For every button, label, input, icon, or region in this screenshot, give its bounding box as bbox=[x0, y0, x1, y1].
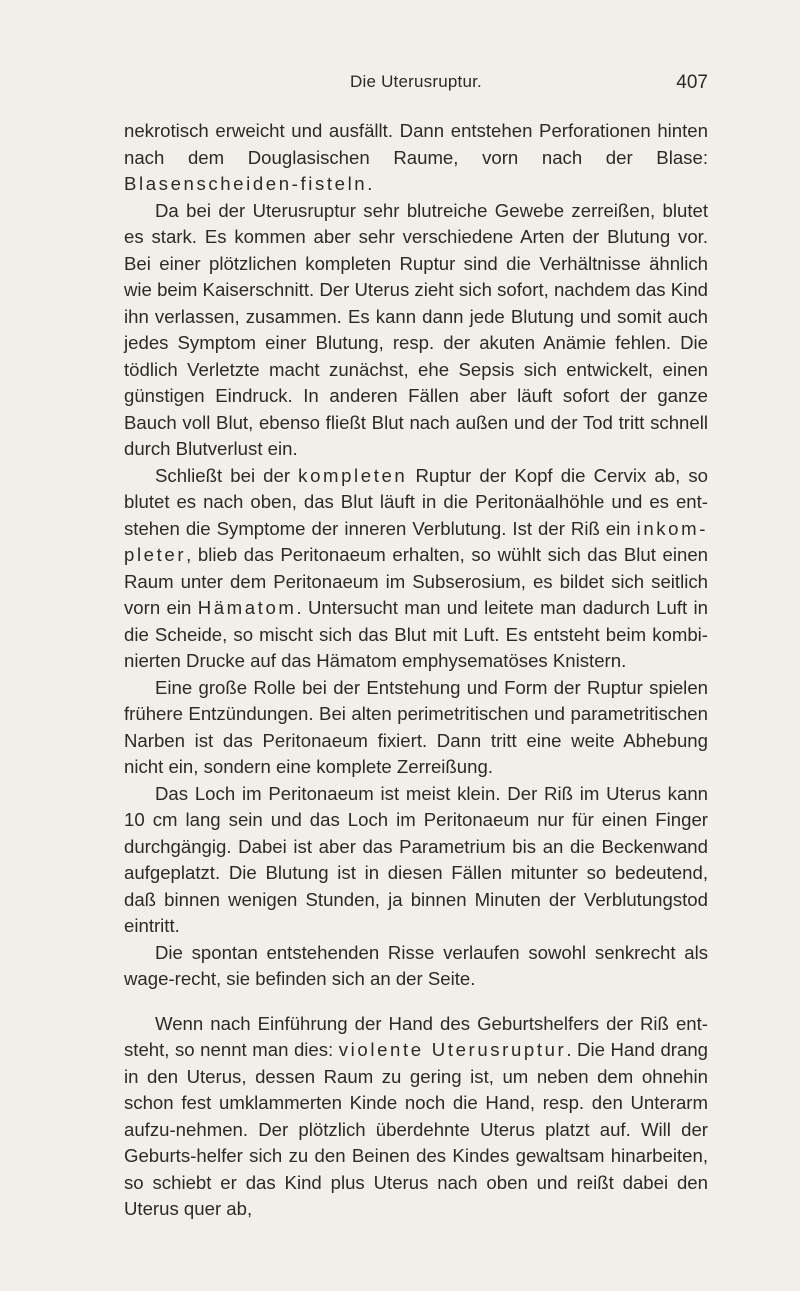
text-run: . Untersucht man und leitete man dadurch Luft in die Scheide, so mischt sich das Blut mit Luft. Es entsteht beim kombi-nierten Drucke auf das Hämatom emphysematöses Knistern. bbox=[124, 597, 708, 671]
page-number: 407 bbox=[676, 72, 708, 93]
paragraph bbox=[124, 198, 708, 463]
body-text bbox=[124, 118, 708, 1223]
paragraph bbox=[124, 1011, 708, 1223]
text-run: Da bei der Uterusruptur sehr blutreiche Gewebe zerreißen, blutet es stark. Es kommen aber sehr verschiedene Arten der Blutung vor. Bei einer plötzlichen kompleten Ruptur sind die Verhältnisse ähnlich wie beim Kaiserschnitt. Der Uterus zieht sich sofort, nachdem das Kind ihn verlassen, zusammen. Es kann dann jede Blutung und somit auch jedes Symptom einer Blutung, resp. der akuten Anämie fehlen. Die tödlich Verletzte macht zunächst, ehe Sepsis sich entwickelt, einen günstigen Eindruck. In anderen Fällen aber läuft sofort der ganze Bauch voll Blut, ebenso fließt Blut nach außen und der Tod tritt schnell durch Blutverlust ein. bbox=[124, 199, 708, 459]
spaced-emphasis: violente Uterusruptur bbox=[338, 1039, 567, 1060]
text-run: Die spontan entstehenden Risse verlaufen sowohl senkrecht als wage-recht, sie befinden sich an der Seite. bbox=[124, 941, 708, 989]
text-run: . bbox=[367, 173, 373, 194]
text-run: Schließt bei der bbox=[155, 464, 299, 486]
paragraph bbox=[124, 940, 708, 993]
spaced-emphasis: Blasenscheiden-fisteln bbox=[124, 173, 368, 194]
text-run: . Die Hand drang in den Uterus, dessen Raum zu gering ist, um neben dem ohnehin schon fest umklammerten Kinde noch die Hand, resp. den Unterarm aufzu-nehmen. Der plötzlich überdehnte Uterus platzt auf. Will der Geburts-helfer sich zu den Beinen des Kindes gewaltsam hinarbeiten, so schiebt er das Kind plus Uterus nach oben und reißt dabei den Uterus quer ab, bbox=[124, 1039, 708, 1219]
text-run: Eine große Rolle bei der Entstehung und Form der Ruptur spielen frühere Entzündungen. Bei alten perimetritischen und parametritischen Narben ist das Peritonaeum fixiert. Dann tritt eine weite Abhebung nicht ein, sondern eine komplete Zerreißung. bbox=[124, 676, 708, 777]
text-run: Wenn nach Einführung der Hand des Geburtshelfers der Riß ent-steht, so nennt man dies: bbox=[124, 1012, 708, 1060]
spaced-emphasis: Hämatom bbox=[197, 597, 297, 618]
text-run: Das Loch im Peritonaeum ist meist klein. Der Riß im Uterus kann 10 cm lang sein und das Loch im Peritonaeum nur für einen Finger durchgängig. Dabei ist aber das Parametrium bis an die Beckenwand aufgeplatzt. Die Blutung ist in diesen Fällen mitunter so bedeutend, daß binnen wenigen Stunden, ja binnen Minuten der Verblutungstod eintritt. bbox=[124, 782, 708, 936]
text-run: , blieb das Peritonaeum erhalten, so wühlt sich das Blut einen Raum unter dem Peritonaeum im Subserosium, es bildet sich seitlich vorn ein bbox=[124, 544, 708, 618]
text-run: nekrotisch erweicht und ausfällt. Dann entstehen Perforationen hinten nach dem Douglasischen Raume, vorn nach der Blase: bbox=[124, 120, 708, 168]
spaced-emphasis: kompleten bbox=[298, 464, 408, 486]
paragraph bbox=[124, 463, 708, 675]
running-title: Die Uterusruptur. bbox=[350, 72, 482, 91]
paragraph bbox=[124, 781, 708, 940]
spaced-emphasis: inkom-pleter bbox=[124, 517, 708, 565]
paragraph bbox=[124, 675, 708, 781]
text-run: Ruptur der Kopf die Cervix ab, so blutet es nach oben, das Blut läuft in die Peritonäalhöhle und es ent-stehen die Symptome der inneren Verblutung. Ist der Riß ein bbox=[124, 464, 708, 539]
page-header bbox=[124, 72, 708, 100]
paragraph bbox=[124, 118, 708, 198]
